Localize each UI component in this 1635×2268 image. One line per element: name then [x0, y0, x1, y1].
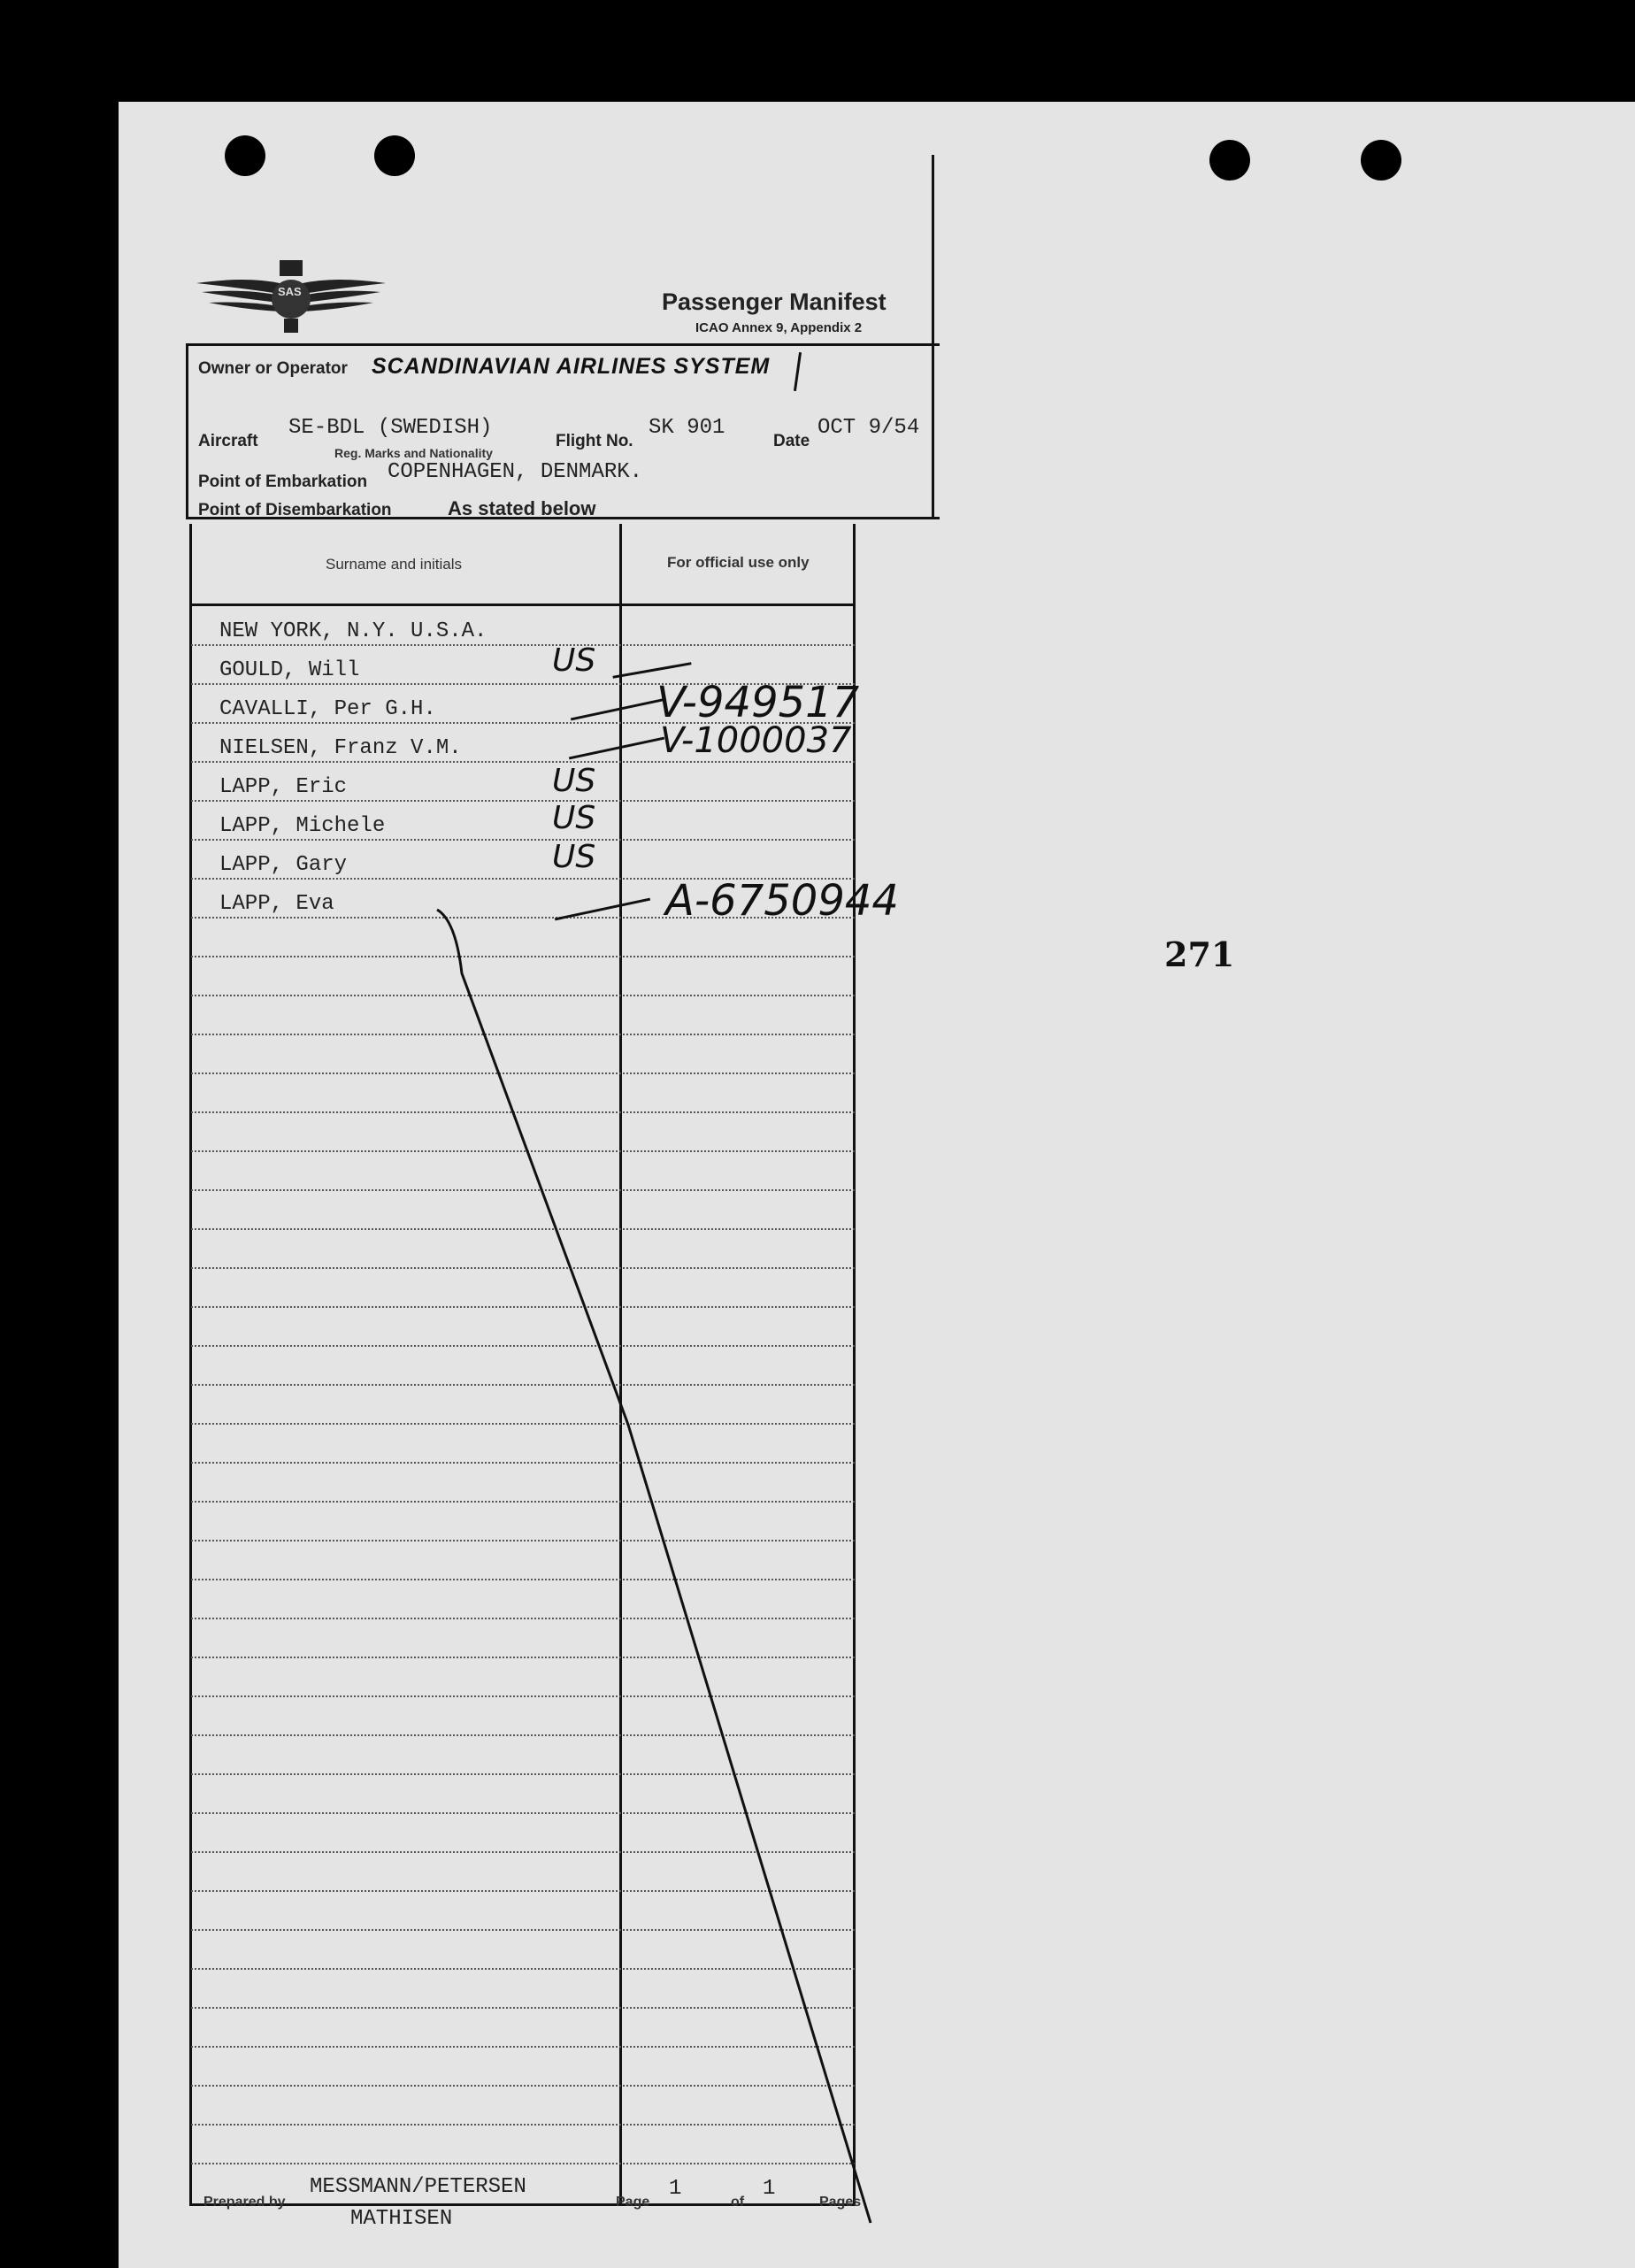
disembark-value: As stated below	[448, 497, 596, 519]
date-label: Date	[773, 432, 810, 450]
passenger-nationality-mark: US	[552, 800, 596, 836]
passenger-nationality-mark: US	[552, 839, 596, 875]
page-number-stamp: 271	[1164, 934, 1235, 974]
passenger-name: GOULD, Will	[219, 658, 360, 682]
col-official-header: For official use only	[667, 554, 810, 571]
form-subtitle: ICAO Annex 9, Appendix 2	[695, 320, 863, 335]
embark-label: Point of Embarkation	[198, 473, 368, 491]
passenger-name: LAPP, Michele	[219, 814, 386, 838]
official-entry: A-6750944	[665, 876, 899, 926]
disembark-label: Point of Disembarkation	[198, 501, 392, 519]
date-value: OCT 9/54	[818, 416, 920, 440]
logo-text: SAS	[278, 285, 302, 298]
page-value: 1	[669, 2177, 682, 2201]
passenger-nationality-mark: US	[552, 642, 596, 679]
official-entry: V-949517	[656, 678, 860, 727]
passenger-name: LAPP, Eva	[219, 892, 334, 916]
page-label: Page	[616, 2195, 650, 2210]
flight-value: SK 901	[649, 416, 725, 440]
prepared-label: Prepared by	[203, 2195, 286, 2210]
passenger-name: CAVALLI, Per G.H.	[219, 697, 436, 721]
reg-marks-label: Reg. Marks and Nationality	[334, 446, 493, 460]
of-label: of	[731, 2195, 745, 2210]
col-surname-header: Surname and initials	[326, 556, 463, 573]
passenger-nationality-mark: US	[552, 763, 596, 799]
form-title: Passenger Manifest	[662, 288, 887, 315]
passenger-name: NIELSEN, Franz V.M.	[219, 736, 462, 760]
prepared-value: MESSMANN/PETERSEN	[310, 2175, 526, 2199]
passenger-name: LAPP, Eric	[219, 775, 348, 799]
passenger-name: NEW YORK, N.Y. U.S.A.	[219, 619, 487, 643]
embark-value: COPENHAGEN, DENMARK.	[388, 460, 643, 484]
aircraft-label: Aircraft	[198, 432, 258, 450]
official-entry: V-1000037	[660, 720, 852, 761]
owner-label: Owner or Operator	[198, 359, 348, 378]
flight-label: Flight No.	[556, 432, 633, 450]
passenger-name: LAPP, Gary	[219, 853, 348, 877]
prepared-value-2: MATHISEN	[350, 2207, 453, 2231]
aircraft-value: SE-BDL (SWEDISH)	[288, 416, 493, 440]
of-value: 1	[763, 2177, 776, 2201]
owner-value: SCANDINAVIAN AIRLINES SYSTEM	[372, 354, 771, 379]
pages-label: Pages	[819, 2195, 862, 2210]
